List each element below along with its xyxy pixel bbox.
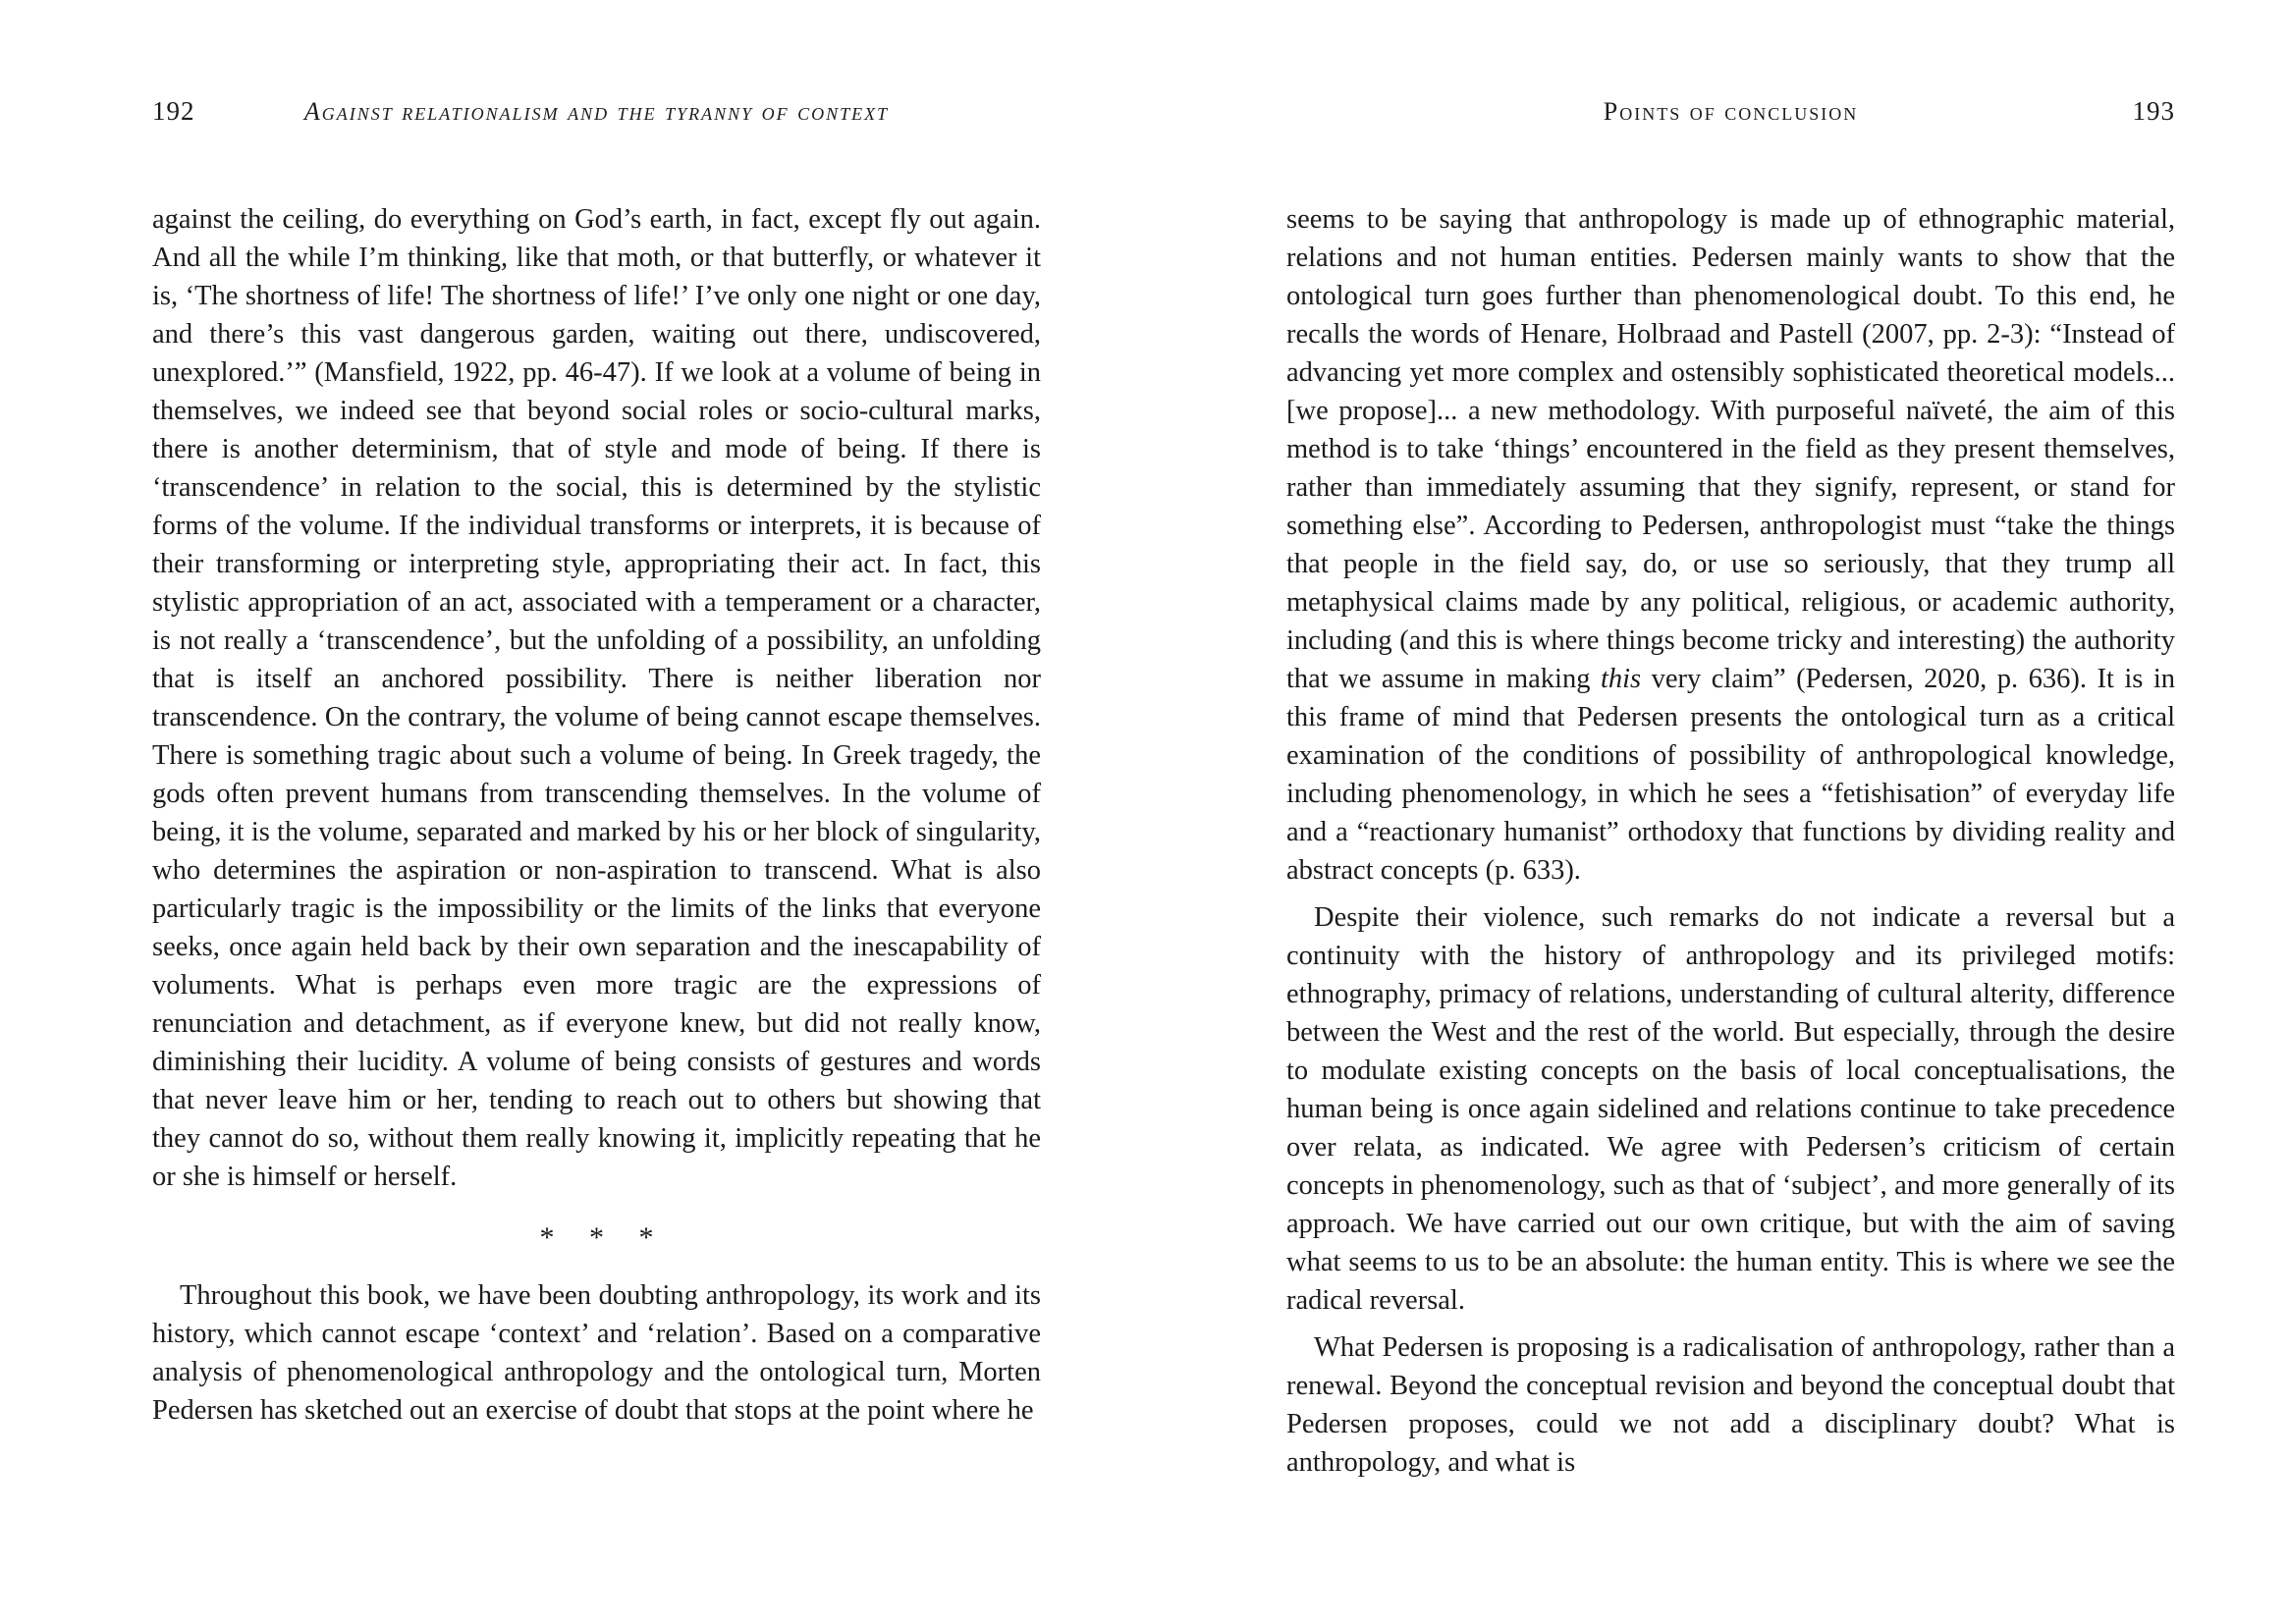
page-right (1286, 0, 2175, 1624)
paragraph-left-2: Throughout this book, we have been doubting anthropology, its work and its history, which cannot escape ‘context’ and ‘relation’. Based on a comparative analysis of phenomenological anthropology and the ontological turn, Morten Pedersen has sketched out an exercise of doubt that stops at the point where he (152, 1280, 1041, 1426)
paragraph-right-2: Despite their violence, such remarks do not indicate a reversal but a continuity with the history of anthropology and its privileged motifs: ethnography, primacy of relations, understanding of cultural alterity, difference between the West and the rest of the world. But especially, through the desire to modulate existing concepts on the basis of local conceptualisations, the human being is once again sidelined and relations continue to take precedence over relata, as indicated. We agree with Pedersen’s criticism of certain concepts in phenomenology, such as that of ‘subject’, and more generally of its approach. We have carried out our own critique, but with the aim of saving what seems to us to be an absolute: the human entity. This is where we see the radical reversal. (1286, 902, 2175, 1316)
paragraph-left-1: against the ceiling, do everything on God’s earth, in fact, except fly out again. And all the while I’m thinking, like that moth, or that butterfly, or whatever it is, ‘The shortness of life! The shortness of life!’ I’ve only one night or one day, and there’s this vast dangerous garden, waiting out there, undiscovered, unexplored.’” (Mansfield, 1922, pp. 46-47). If we look at a volume of being in themselves, we indeed see that beyond social roles or socio-cultural marks, there is another determinism, that of style and mode of being. If there is ‘transcendence’ in relation to the social, this is determined by the stylistic forms of the volume. If the individual transforms or interprets, it is because of their transforming or interpreting style, appropriating their act. In fact, this stylistic appropriation of an act, associated with a temperament or a character, is not really a ‘transcendence’, but the unfolding of a possibility, an unfolding that is itself an anchored possibility. There is neither liberation nor transcendence. On the contrary, the volume of being cannot escape themselves. There is something tragic about such a volume of being. In Greek tragedy, the gods often prevent humans from transcending themselves. In the volume of being, it is the volume, separated and marked by his or her block of singularity, who determines the aspiration or non-aspiration to transcend. What is also particularly tragic is the impossibility or the limits of the links that everyone seeks, once again held back by their own separation and the inescapability of voluments. What is perhaps even more tragic are the expressions of renunciation and detachment, as if everyone knew, but did not really know, diminishing their lucidity. A volume of being consists of gestures and words that never leave him or her, tending to reach out to others but showing that they cannot do so, without them really knowing it, implicitly repeating that he or she is himself or herself. (152, 204, 1041, 1192)
running-title-right: Points of conclusion (1603, 97, 1859, 126)
page-left (152, 0, 1041, 1624)
body-text-left (152, 200, 1041, 1430)
paragraph-right-1-italic-word: this (1600, 664, 1642, 694)
paragraph-right-3: What Pedersen is proposing is a radicalisation of anthropology, rather than a renewal. Beyond the conceptual revision and beyond the conceptual doubt that Pedersen proposes, could we not add a disciplinary doubt? What is anthropology, and what is (1286, 1332, 2175, 1478)
running-title-left: Against relationalism and the tyranny of context (303, 97, 890, 126)
page-number-right: 193 (2132, 96, 2175, 126)
paragraph-right-1-before: seems to be saying that anthropology is made up of ethnographic material, relations and not human entities. Pedersen mainly wants to show that the ontological turn goes further than phenomenological doubt. To this end, he recalls the words of Henare, Holbraad and Pastell (2007, pp. 2-3): “Instead of advancing yet more complex and ostensibly sophisticated theoretical models... [we propose]... a new methodology. With purposeful naïveté, the aim of this method is to take ‘things’ encountered in the field as they present themselves, rather than immediately assuming that they signify, represent, or stand for something else”. According to Pedersen, anthropologist must “take the things that people in the field say, do, or use so seriously, that they trump all metaphysical claims made by any political, religious, or academic authority, including (and this is where things become tricky and interesting) the authority that we assume in making (1286, 204, 2175, 694)
running-head-right (1286, 96, 2175, 134)
section-separator: * * * (539, 1221, 668, 1254)
page-number-left: 192 (152, 96, 195, 126)
paragraph-right-1 (1286, 200, 2175, 890)
body-text-right (1286, 200, 2175, 1482)
paragraph-right-1-after: very claim” (Pedersen, 2020, p. 636). It is in this frame of mind that Pedersen presents the ontological turn as a critical examination of the conditions of possibility of anthropological knowledge, including phenomenology, in which he sees a “fetishisation” of everyday life and a “reactionary humanist” orthodoxy that functions by dividing reality and abstract concepts (p. 633). (1286, 664, 2175, 886)
running-head-left (152, 96, 1041, 134)
